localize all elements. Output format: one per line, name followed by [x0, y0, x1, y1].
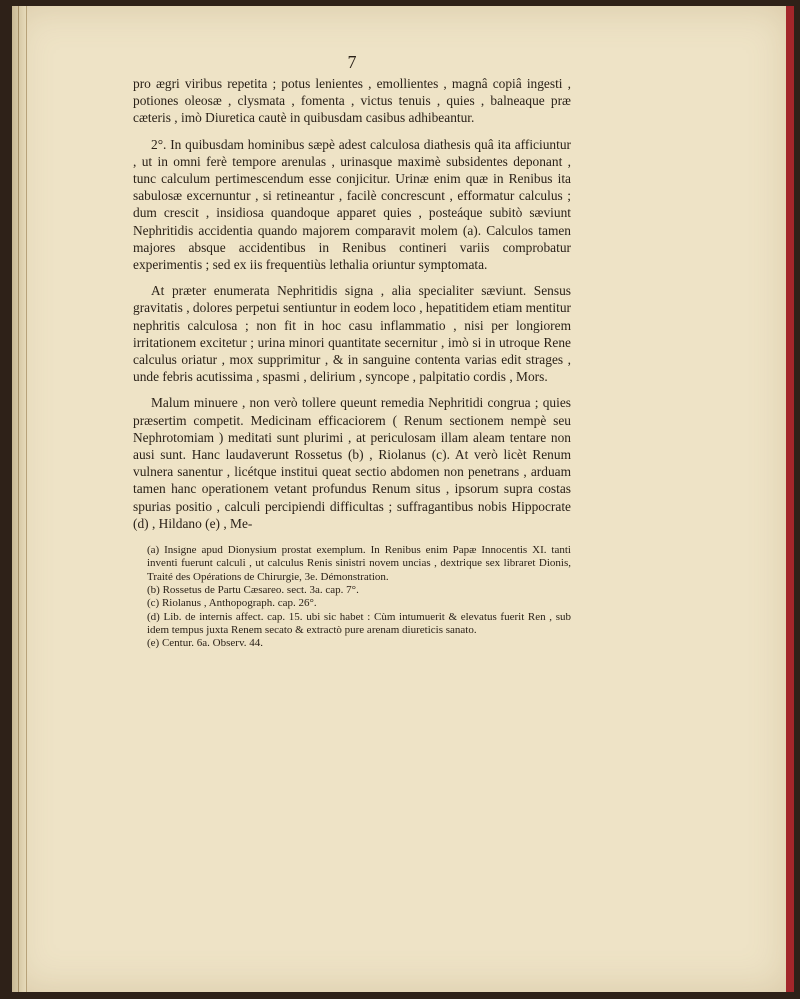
paragraph-1: pro ægri viribus repetita ; potus lenientes , emollientes , magnâ copiâ ingesti , potiones oleosæ , clysmata , fomenta , victus tenuis , quies , balneaque præ cæteris , imò Diuretica cautè in quibusdam casibus adhibeantur.: [133, 76, 571, 126]
paragraph-4: Malum minuere , non verò tollere queunt remedia Nephritidi congrua ; quies præsertim competit. Medicinam efficaciorem ( Renum sectionem nempè seu Nephrotomiam ) meditati sunt plurimi , at periculosam illam aleam tentare non ausi sunt. Hanc laudaverunt Rossetus (b) , Riolanus (c). At verò licèt Renum vulnera sanentur , licétque institui queat sectio abdomen non penetrans , arduam tamen hanc operationem vetant profundus Renum situs , ipsorum supra costas spurias positio , calculi percipiendi difficultas ; suffragantibus nobis Hippocrate (d) , Hildano (e) , Me-: [133, 395, 571, 531]
page-content: [133, 52, 571, 650]
page-gutter: [12, 6, 27, 992]
footnote-e: (e) Centur. 6a. Observ. 44.: [147, 637, 263, 650]
paragraph-2: 2°. In quibusdam hominibus sæpè adest calculosa diathesis quâ ita afficiuntur , ut in omni ferè tempore arenulas , urinasque maximè subsidentes deponant , tunc calculum pertimescendum esse conjicitur. Urinæ enim quæ in Renibus ita sabulosæ excernuntur , si retineantur , facilè concrescunt , efformatur calculus ; dum crescit , insidiosa quandoque apparet quies , posteáque subitò sæviunt Nephritidis accidentia quando majorem comparavit molem (a). Calculos tamen majores absque accidentibus in Renibus contineri variis comprobatur experimentis ; sed ex iis frequentiùs lethalia oriuntur symptomata.: [133, 136, 571, 273]
page-edge: [786, 6, 794, 992]
footnote-b: (b) Rossetus de Partu Cæsareo. sect. 3a. cap. 7°.: [147, 583, 359, 596]
footnote-a: (a) Insigne apud Dionysium prostat exemplum. In Renibus enim Papæ Innocentis XI. tanti inventi fuerunt calculi , ut calculus Renis sinistri novem uncias , dextrique sex libraret Dionis, Traité des Opérations de Chirurgie, 3e. Démonstration.: [147, 544, 571, 583]
footnotes: [133, 544, 571, 650]
footnote-c: (c) Riolanus , Anthopograph. cap. 26°.: [147, 597, 317, 610]
gutter-line: [18, 6, 19, 992]
footnote-d: (d) Lib. de internis affect. cap. 15. ubi sic habet : Cùm intumuerit & elevatus fuerit Ren , sub idem tempus juxta Renem secato & extractò pure arenam diureticis sanato.: [147, 610, 571, 636]
paragraph-3: At præter enumerata Nephritidis signa , alia specialiter sæviunt. Sensus gravitatis , dolores perpetui sentiuntur in eodem loco , hepatitidem etiam mentitur nephritis calculosa ; non fit in hoc casu inflammatio , nisi per longiorem irritationem excitetur ; urina minori quantitate secernitur , imò si in utroque Rene calculus oriatur , mox supprimitur , & in sanguine contenta varias edit strages , unde febris acutissima , spasmi , delirium , syncope , palpitatio cordis , Mors.: [133, 283, 571, 385]
page-number: 7: [347, 52, 357, 72]
